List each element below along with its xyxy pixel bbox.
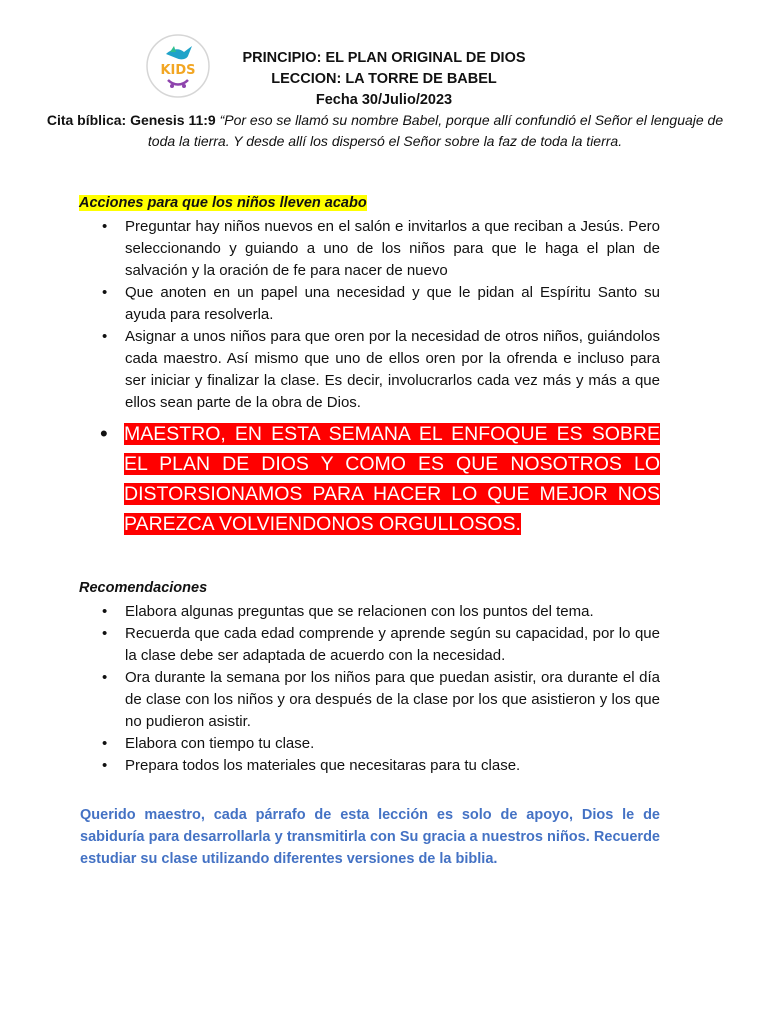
acciones-list xyxy=(100,216,660,414)
list-item: • Ora durante la semana por los niños para que puedan asistir, ora durante el día de clase con los niños y ora después de la clase por los que asistieron y los que no pudieron asistir. xyxy=(102,669,660,730)
closing-note: Querido maestro, cada párrafo de esta lección es solo de apoyo, Dios le de sabiduría para desarrollarla y transmitirla con Su gracia a nuestros niños. Recuerde estudiar su clase utilizando diferentes versiones de la biblia. xyxy=(80,807,660,867)
citation-quote: “Por eso se llamó su nombre Babel, porque allí confundió el Señor el lenguaje de toda la tierra. Y desde allí los dispersó el Señor sobre la faz de toda la tierra. xyxy=(147,112,724,149)
bullet-icon: • xyxy=(102,735,108,752)
bullet-icon: • xyxy=(100,421,108,446)
list-item: • Asignar a unos niños para que oren por la necesidad de otros niños, guiándolos cada maestro. Así mismo que uno de ellos oren por la ofrenda e incluso para ser iniciar y finalizar la clase. Es decir, involucrarlos cada vez más y más a que ellos sean parte de la obra de Dios. xyxy=(102,328,660,411)
acciones-title-text: Acciones para que los niños lleven acabo xyxy=(79,195,367,211)
bullet-icon: • xyxy=(102,669,108,686)
lesson-header xyxy=(0,48,768,111)
leccion-title: LECCION: LA TORRE DE BABEL xyxy=(271,71,497,87)
bullet-icon: • xyxy=(102,625,108,642)
maestro-highlight-text: MAESTRO, EN ESTA SEMANA EL ENFOQUE ES SOBRE EL PLAN DE DIOS Y COMO ES QUE NOSOTROS LO DISTORSIONAMOS PARA HACER LO QUE MEJOR NOS PAREZCA VOLVIENDONOS ORGULLOSOS. xyxy=(124,423,660,535)
maestro-highlight xyxy=(100,419,660,539)
acciones-title xyxy=(79,195,367,211)
bible-citation xyxy=(40,110,730,152)
list-item: • Que anoten en un papel una necesidad y que le pidan al Espíritu Santo su ayuda para resolverla. xyxy=(102,284,660,323)
recomendaciones-list xyxy=(100,601,660,777)
list-item: • Preguntar hay niños nuevos en el salón e invitarlos a que reciban a Jesús. Pero seleccionando y guiando a uno de los niños para que le haga el plan de salvación y la oración de fe para nacer de nuevo xyxy=(102,218,660,279)
list-item: • Elabora con tiempo tu clase. xyxy=(100,733,660,755)
list-item: • Recuerda que cada edad comprende y aprende según su capacidad, por lo que la clase debe ser adaptada de acuerdo con la necesidad. xyxy=(102,625,660,664)
principio-title: PRINCIPIO: EL PLAN ORIGINAL DE DIOS xyxy=(242,50,526,66)
recomendaciones-title: Recomendaciones xyxy=(79,580,208,596)
fecha-title: Fecha 30/Julio/2023 xyxy=(315,92,453,108)
logo-text: KIDS xyxy=(160,63,196,78)
list-item: • Prepara todos los materiales que necesitaras para tu clase. xyxy=(100,755,660,777)
bullet-icon: • xyxy=(102,284,108,301)
list-item: • Elabora algunas preguntas que se relacionen con los puntos del tema. xyxy=(100,601,660,623)
bullet-icon: • xyxy=(102,328,108,345)
citation-label: Cita bíblica: Genesis 11:9 xyxy=(46,112,216,128)
bullet-icon: • xyxy=(102,757,108,774)
bullet-icon: • xyxy=(102,218,108,235)
bullet-icon: • xyxy=(102,603,108,620)
